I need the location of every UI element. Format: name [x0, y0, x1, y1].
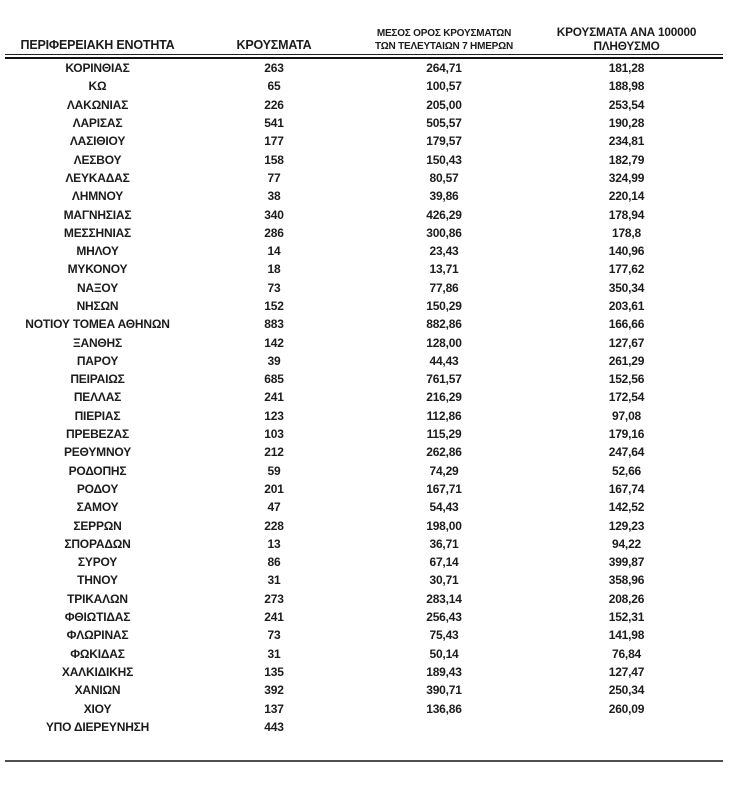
cell-region: ΜΗΛΟΥ — [76, 244, 119, 259]
cell-avg7: 80,57 — [429, 170, 459, 185]
cell-region: ΚΩ — [88, 79, 107, 94]
cell-per100k: 152,56 — [608, 372, 645, 387]
table-row — [5, 645, 723, 663]
cell-avg7: 77,86 — [429, 280, 459, 295]
cell-region: ΤΗΝΟΥ — [77, 573, 118, 588]
cell-region: ΧΑΛΚΙΔΙΚΗΣ — [61, 664, 134, 679]
cell-per100k: 127,47 — [608, 664, 645, 679]
cell-avg7: 262,86 — [426, 445, 462, 460]
cell-per100k: 182,79 — [608, 152, 645, 167]
cell-region: ΛΑΣΙΘΙΟΥ — [69, 134, 126, 149]
cell-per100k: 179,16 — [608, 427, 645, 442]
cell-avg7: 256,43 — [426, 610, 462, 625]
table-row — [5, 333, 723, 351]
table-row — [5, 535, 723, 553]
cell-avg7: 128,00 — [426, 335, 462, 350]
table-row — [5, 279, 723, 297]
cell-per100k: 250,34 — [608, 683, 645, 698]
cell-avg7: 39,86 — [429, 189, 459, 204]
cell-avg7: 198,00 — [426, 518, 462, 533]
cell-per100k: 178,8 — [611, 225, 642, 240]
table-row — [5, 425, 723, 443]
cell-region: ΛΑΡΙΣΑΣ — [72, 116, 123, 131]
cell-avg7: 67,14 — [429, 555, 459, 570]
cell-cases: 77 — [267, 170, 281, 185]
cell-cases: 340 — [264, 207, 284, 222]
cell-avg7: 264,71 — [426, 61, 462, 76]
cell-cases: 158 — [264, 152, 284, 167]
table-row — [5, 681, 723, 699]
cell-per100k: 399,87 — [608, 555, 645, 570]
cell-region: ΞΑΝΘΗΣ — [72, 335, 123, 350]
regional-cases-table — [5, 0, 723, 762]
cell-region: ΝΟΤΙΟΥ ΤΟΜΕΑ ΑΘΗΝΩΝ — [25, 317, 170, 332]
cell-cases: 286 — [264, 225, 284, 240]
table-row — [5, 96, 723, 114]
table-row — [5, 132, 723, 150]
cell-avg7: 505,57 — [426, 116, 462, 131]
cell-region: ΦΛΩΡΙΝΑΣ — [66, 628, 129, 643]
cell-cases: 47 — [267, 500, 281, 515]
cell-cases: 201 — [264, 481, 284, 496]
cell-avg7: 167,71 — [426, 481, 462, 496]
cell-avg7: 205,00 — [426, 97, 462, 112]
header-cases-per-100000 — [530, 26, 723, 54]
cell-avg7: 30,71 — [429, 573, 459, 588]
cell-region: ΡΕΘΥΜΝΟΥ — [63, 445, 132, 460]
cell-avg7: 150,29 — [426, 299, 462, 313]
header-cases-per-100000-line1: ΚΡΟΥΣΜΑΤΑ ΑΝΑ 100000 — [556, 25, 697, 39]
table-row — [5, 388, 723, 406]
cell-avg7: 426,29 — [426, 207, 462, 222]
header-7day-average — [358, 28, 530, 54]
cell-cases: 541 — [264, 116, 284, 131]
cell-cases: 152 — [264, 299, 284, 313]
cell-region: ΡΟΔΟΥ — [76, 481, 119, 496]
cell-cases: 273 — [264, 591, 284, 606]
cell-per100k: 94,22 — [611, 536, 642, 551]
cell-region: ΣΠΟΡΑΔΩΝ — [64, 536, 131, 551]
table-row — [5, 169, 723, 187]
cell-region: ΜΕΣΣΗΝΙΑΣ — [63, 225, 132, 240]
cell-per100k: 234,81 — [608, 134, 645, 149]
cell-region: ΤΡΙΚΑΛΩΝ — [67, 591, 128, 606]
cell-region: ΝΑΞΟΥ — [76, 280, 119, 295]
cell-cases: 31 — [267, 573, 281, 588]
cell-region: ΦΘΙΩΤΙΔΑΣ — [64, 610, 131, 625]
cell-avg7: 36,71 — [429, 536, 459, 551]
cell-cases: 142 — [264, 335, 284, 350]
cell-cases: 18 — [267, 262, 281, 277]
table-header-row — [5, 0, 723, 54]
cell-per100k: 97,08 — [611, 408, 642, 423]
cell-avg7: 150,43 — [426, 152, 462, 167]
cell-region: ΣΥΡΟΥ — [77, 555, 118, 570]
table-row — [5, 297, 723, 315]
header-7day-average-line2: ΤΩΝ ΤΕΛΕΥΤΑΙΩΝ 7 ΗΜΕΡΩΝ — [375, 40, 513, 52]
cell-cases: 38 — [267, 189, 281, 204]
cell-region: ΠΑΡΟΥ — [76, 353, 119, 368]
cell-per100k: 127,67 — [608, 335, 645, 350]
cell-cases: 685 — [264, 372, 284, 387]
cell-avg7: 283,14 — [426, 591, 462, 606]
table-row — [5, 150, 723, 168]
cell-avg7: 189,43 — [426, 664, 462, 679]
cell-cases: 73 — [267, 280, 281, 295]
table-bottom-rule — [5, 760, 723, 762]
cell-region: ΣΑΜΟΥ — [76, 500, 119, 515]
cell-avg7: 761,57 — [426, 372, 462, 387]
table-row — [5, 407, 723, 425]
table-row — [5, 370, 723, 388]
cell-per100k: 324,99 — [608, 170, 645, 185]
cell-cases: 39 — [267, 353, 281, 368]
table-body — [5, 59, 723, 736]
cell-region: ΠΡΕΒΕΖΑΣ — [66, 427, 129, 442]
cell-region: ΣΕΡΡΩΝ — [73, 518, 122, 533]
cell-per100k: 166,66 — [608, 317, 645, 332]
cell-cases: 883 — [264, 317, 284, 332]
cell-cases: 443 — [264, 719, 284, 734]
cell-avg7: 882,86 — [426, 317, 462, 332]
cell-region: ΛΕΥΚΑΔΑΣ — [65, 170, 130, 185]
cell-per100k: 190,28 — [608, 116, 645, 131]
cell-per100k: 260,09 — [608, 701, 645, 716]
cell-region: ΛΑΚΩΝΙΑΣ — [66, 97, 129, 112]
table-row — [5, 77, 723, 95]
cell-per100k: 177,62 — [608, 262, 645, 277]
cell-per100k: 188,98 — [608, 79, 645, 94]
table-row — [5, 498, 723, 516]
table-row — [5, 59, 723, 77]
header-cases-per-100000-line2: ΠΛΗΘΥΣΜΟ — [593, 38, 660, 53]
table-row — [5, 516, 723, 534]
cell-cases: 73 — [267, 628, 281, 643]
cell-per100k: 141,98 — [608, 628, 645, 643]
table-row — [5, 260, 723, 278]
cell-avg7: 54,43 — [429, 500, 459, 515]
table-row — [5, 205, 723, 223]
cell-region: ΠΕΙΡΑΙΩΣ — [70, 372, 125, 387]
cell-cases: 241 — [264, 390, 284, 405]
cell-avg7: 13,71 — [429, 262, 459, 277]
cell-per100k: 358,96 — [608, 573, 645, 588]
cell-region: ΧΙΟΥ — [83, 701, 112, 716]
table-row — [5, 462, 723, 480]
table-row — [5, 626, 723, 644]
table-row — [5, 718, 723, 736]
cell-avg7: 74,29 — [429, 463, 459, 478]
header-7day-average-line1: ΜΕΣΟΣ ΟΡΟΣ ΚΡΟΥΣΜΑΤΩΝ — [376, 28, 512, 39]
table-row — [5, 590, 723, 608]
cell-per100k: 247,64 — [608, 445, 645, 460]
cell-cases: 31 — [267, 646, 281, 661]
cell-region: ΜΑΓΝΗΣΙΑΣ — [63, 207, 132, 222]
cell-region: ΦΩΚΙΔΑΣ — [70, 646, 125, 661]
table-row — [5, 553, 723, 571]
cell-cases: 228 — [264, 518, 284, 533]
cell-avg7: 112,86 — [426, 408, 462, 423]
cell-per100k: 178,94 — [608, 207, 645, 222]
cell-cases: 135 — [264, 664, 284, 679]
table-row — [5, 114, 723, 132]
cell-avg7: 75,43 — [429, 628, 459, 643]
header-regional-unit: ΠΕΡΙΦΕΡΕΙΑΚΗ ΕΝΟΤΗΤΑ — [20, 38, 175, 52]
cell-avg7: 179,57 — [426, 134, 462, 149]
cell-per100k: 167,74 — [608, 481, 645, 496]
cell-region: ΛΕΣΒΟΥ — [73, 152, 122, 167]
cell-cases: 226 — [264, 97, 284, 112]
cell-region: ΝΗΣΩΝ — [76, 299, 119, 313]
cell-cases: 86 — [267, 555, 281, 570]
cell-region: ΧΑΝΙΩΝ — [74, 683, 121, 698]
cell-per100k: 220,14 — [608, 189, 645, 204]
cell-avg7: 300,86 — [426, 225, 462, 240]
table-row — [5, 608, 723, 626]
cell-per100k: 142,52 — [608, 500, 645, 515]
cell-cases: 65 — [267, 79, 281, 94]
cell-avg7: 390,71 — [426, 683, 462, 698]
table-row — [5, 315, 723, 333]
table-row — [5, 224, 723, 242]
cell-avg7: 50,14 — [429, 646, 459, 661]
cell-per100k: 52,66 — [611, 463, 642, 478]
cell-cases: 123 — [264, 408, 284, 423]
cell-region: ΥΠΟ ΔΙΕΡΕΥΝΗΣΗ — [45, 719, 150, 734]
cell-cases: 13 — [267, 536, 281, 551]
header-rule-thin — [5, 54, 723, 55]
cell-region: ΜΥΚΟΝΟΥ — [67, 262, 128, 277]
cell-region: ΛΗΜΝΟΥ — [71, 189, 124, 204]
table-row — [5, 699, 723, 717]
cell-per100k: 253,54 — [608, 97, 645, 112]
cell-per100k: 261,29 — [608, 353, 645, 368]
cell-per100k: 208,26 — [608, 591, 645, 606]
table-row — [5, 663, 723, 681]
cell-per100k: 172,54 — [608, 390, 645, 405]
cell-region: ΚΟΡΙΝΘΙΑΣ — [65, 61, 130, 76]
cell-avg7: 115,29 — [426, 427, 462, 442]
cell-per100k: 203,61 — [608, 299, 645, 313]
cell-cases: 103 — [264, 427, 284, 442]
cell-avg7: 44,43 — [429, 353, 459, 368]
cell-avg7: 216,29 — [426, 390, 462, 405]
cell-region: ΡΟΔΟΠΗΣ — [68, 463, 127, 478]
cell-cases: 241 — [264, 610, 284, 625]
cell-avg7: 100,57 — [426, 79, 462, 94]
table-row — [5, 480, 723, 498]
cell-cases: 212 — [264, 445, 284, 460]
cell-cases: 137 — [264, 701, 284, 716]
cell-cases: 59 — [267, 463, 281, 478]
cell-per100k: 140,96 — [608, 244, 645, 259]
table-row — [5, 443, 723, 461]
table-row — [5, 571, 723, 589]
cell-per100k: 76,84 — [611, 646, 642, 661]
table-row — [5, 187, 723, 205]
cell-region: ΠΕΛΛΑΣ — [73, 390, 122, 405]
cell-per100k: 129,23 — [608, 518, 645, 533]
cell-cases: 263 — [264, 61, 284, 76]
header-cases: ΚΡΟΥΣΜΑΤΑ — [236, 38, 312, 52]
cell-per100k: 350,34 — [608, 280, 645, 295]
cell-cases: 14 — [267, 244, 281, 259]
table-row — [5, 242, 723, 260]
cell-avg7: 136,86 — [426, 701, 462, 716]
cell-cases: 177 — [264, 134, 284, 149]
cell-region: ΠΙΕΡΙΑΣ — [74, 408, 121, 423]
cell-avg7: 23,43 — [429, 244, 459, 259]
cell-per100k: 181,28 — [608, 61, 645, 76]
table-row — [5, 352, 723, 370]
cell-cases: 392 — [264, 683, 284, 698]
cell-per100k: 152,31 — [608, 610, 645, 625]
